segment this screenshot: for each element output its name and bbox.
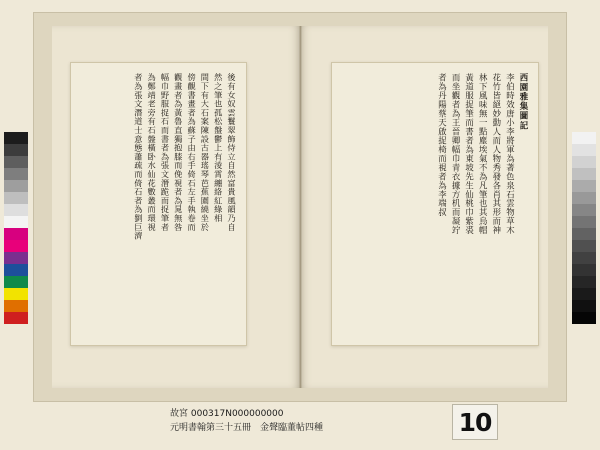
text-column-right-6: 者為丹陽蔡天啟捉椅而視者為李端叔 — [437, 73, 448, 217]
color-swatch-5 — [4, 192, 28, 204]
gray-calibration-bar — [572, 132, 596, 324]
text-column-right-2: 花竹皆絕妙動人而人物秀發各肖其形而神 — [491, 73, 502, 235]
gray-swatch-14 — [572, 300, 596, 312]
color-swatch-13 — [4, 288, 28, 300]
gray-swatch-5 — [572, 192, 596, 204]
color-swatch-0 — [4, 132, 28, 144]
caption-title: 元明書翰第三十五冊 金聲臨董帖四種 — [170, 422, 324, 433]
text-column-left-0: 後有女奴雲鬟翠飾侍立自然富貴風韻乃自 — [227, 73, 237, 232]
color-swatch-4 — [4, 180, 28, 192]
gray-swatch-12 — [572, 276, 596, 288]
text-column-left-5: 幅巾野服捉石而書者為張文潛跪而捉筆者 — [160, 73, 171, 232]
album-gutter — [299, 26, 302, 388]
text-column-right-0: 西園雅集圖記 — [519, 73, 529, 131]
color-swatch-12 — [4, 276, 28, 288]
text-column-right-4: 黃道服捉筆而書者為東坡先生仙桃巾紫裘 — [464, 73, 475, 235]
color-swatch-15 — [4, 312, 28, 324]
color-swatch-9 — [4, 240, 28, 252]
color-swatch-7 — [4, 216, 28, 228]
calligraphy-columns-right — [332, 63, 538, 345]
color-swatch-6 — [4, 204, 28, 216]
page-number-plate: 10 — [452, 404, 498, 440]
text-column-left-2: 間下有大石案陳設古器瑤琴芭蕉圍繞坐於 — [200, 73, 211, 232]
album-object — [33, 12, 567, 402]
gray-swatch-10 — [572, 252, 596, 264]
text-column-left-7: 者為張文潛道士意態蕭疏而倚石者為劉巨濟 — [133, 73, 144, 241]
gray-swatch-3 — [572, 168, 596, 180]
text-column-right-5: 而坐觀者為王晉卿幅巾青衣據方机而凝竚 — [451, 73, 462, 235]
gray-swatch-6 — [572, 204, 596, 216]
calligraphy-panel-right — [331, 62, 539, 346]
color-swatch-2 — [4, 156, 28, 168]
text-column-right-1: 李伯時效唐小李將軍為著色泉石雲物草木 — [505, 73, 516, 235]
text-column-right-3: 林下風味無一點塵埃氣不為凡筆也其烏帽 — [478, 73, 489, 235]
caption-accession-number: 故宮 000317N000000000 — [170, 409, 284, 419]
color-swatch-10 — [4, 252, 28, 264]
gray-swatch-8 — [572, 228, 596, 240]
gray-swatch-1 — [572, 144, 596, 156]
color-swatch-8 — [4, 228, 28, 240]
caption-block — [170, 408, 430, 436]
text-column-left-6: 為鄭靖老旁有石盤橫卧水仙花數叢而環視 — [147, 73, 158, 232]
color-swatch-11 — [4, 264, 28, 276]
calligraphy-panel-left — [70, 62, 247, 346]
gray-swatch-0 — [572, 132, 596, 144]
color-swatch-1 — [4, 144, 28, 156]
gray-swatch-7 — [572, 216, 596, 228]
text-column-left-3: 傍觀書畫者為蘇子由右手倚石左手執卷而 — [187, 73, 198, 232]
color-swatch-14 — [4, 300, 28, 312]
calligraphy-columns-left — [71, 63, 246, 345]
text-column-left-1: 然之筆也孤松盤鬱上有淩霄纏絡紅綠相 — [213, 73, 224, 223]
color-swatch-3 — [4, 168, 28, 180]
gray-swatch-9 — [572, 240, 596, 252]
gray-swatch-13 — [572, 288, 596, 300]
gray-swatch-15 — [572, 312, 596, 324]
gray-swatch-2 — [572, 156, 596, 168]
gray-swatch-11 — [572, 264, 596, 276]
text-column-left-4: 觀畫者為黃魯直獨抱膝而俛視者為晁無咎 — [173, 73, 184, 232]
gray-swatch-4 — [572, 180, 596, 192]
color-calibration-bar — [4, 132, 28, 324]
